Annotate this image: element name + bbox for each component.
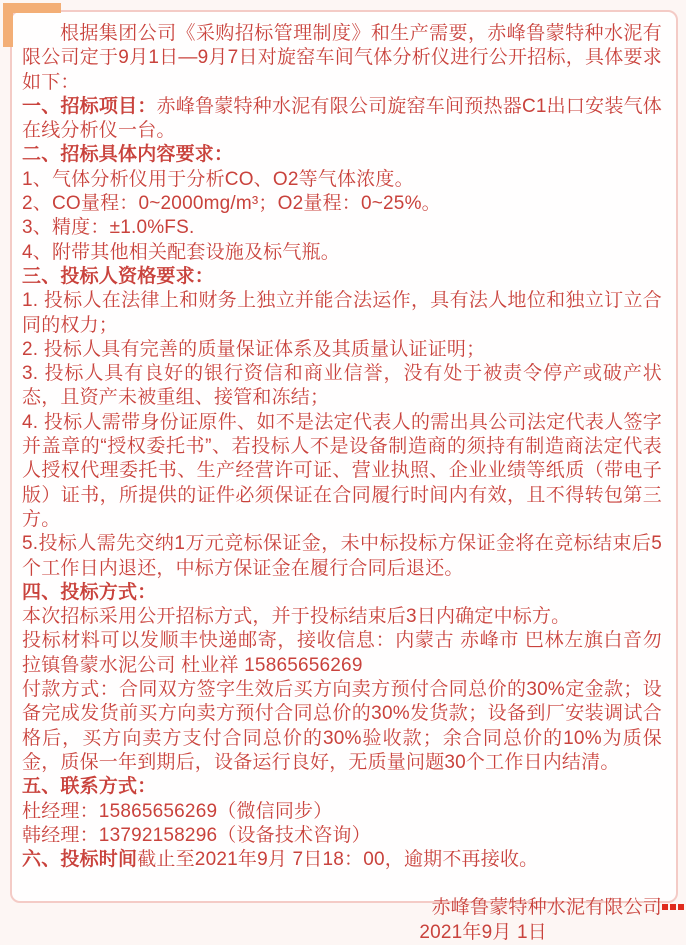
red-square-decoration: [678, 904, 684, 910]
paragraph-text: 杜经理：15865656269（微信同步）: [22, 800, 333, 822]
paragraph-text: 截止至2021年9月 7日18：00，逾期不再接收。: [137, 849, 539, 871]
paragraph: [22, 824, 662, 848]
paragraph-text: 付款方式：合同双方签字生效后买方向卖方预付合同总价的30%定金款；设备完成发货前买方向卖方预付合同总价的30%发货款；设备到厂安装调试合格后，买方向卖方支付合同总价的30%验收款；余合同总价的10%为质保金，质保一年到期后，设备运行良好，无质量问题30个工作日内结清。: [22, 679, 662, 773]
paragraph: [22, 22, 662, 95]
paragraph: [22, 216, 662, 240]
paragraph: [22, 289, 662, 338]
section-heading-label: 二、招标具体内容要求：: [22, 144, 234, 166]
paragraph: [22, 678, 662, 775]
section-heading-label: 四、投标方式：: [22, 581, 157, 603]
paragraph: [22, 241, 662, 265]
paragraph-text: 投标材料可以发顺丰快递邮寄，接收信息：内蒙古 赤峰市 巴林左旗白音勿拉镇鲁蒙水泥公司 杜业祥 15865656269: [22, 630, 662, 676]
paragraph-text: 5.投标人需先交纳1万元竞标保证金，未中标投标方保证金将在竞标结束后5个工作日内退还，中标方保证金在履行合同后退还。: [22, 533, 662, 579]
paragraph-text: 2. 投标人具有完善的质量保证体系及其质量认证证明；: [22, 338, 486, 360]
paragraph: [22, 848, 662, 872]
paragraph: [22, 362, 662, 411]
paragraph-text: 1. 投标人在法律上和财务上独立并能合法运作，具有法人地位和独立订立合同的权力；: [22, 290, 662, 336]
section-heading: [22, 143, 662, 167]
paragraph-text: 根据集团公司《采购招标管理制度》和生产需要，赤峰鲁蒙特种水泥有限公司定于9月1日—9月7日对旋窑车间气体分析仪进行公开招标，具体要求如下：: [22, 23, 662, 93]
section-heading: [22, 581, 662, 605]
paragraph: [22, 411, 662, 532]
paragraph-text: 3. 投标人具有良好的银行资信和商业信誉，没有处于被责令停产或破产状态，且资产未被重组、接管和冻结；: [22, 363, 662, 409]
paragraph-text: 本次招标采用公开招标方式，并于投标结束后3日内确定中标方。: [22, 606, 571, 628]
paragraph: [22, 605, 662, 629]
section-heading: [22, 265, 662, 289]
paragraph: [22, 338, 662, 362]
signature-date: 2021年9月 1日: [419, 921, 547, 943]
page-corner-dots: [662, 904, 684, 910]
paragraph: [22, 800, 662, 824]
red-square-decoration: [670, 904, 676, 910]
paragraph: [22, 532, 662, 581]
paragraph-text: 4. 投标人需带身份证原件、如不是法定代表人的需出具公司法定代表人签字并盖章的“授权委托书”、若投标人不是设备制造商的须持有制造商法定代表人授权代理委托书、生产经营许可证、营业执照、企业业绩等纸质（带电子版）证书，所提供的证件必须保证在合同履行时间内有效，且不得转包第三方。: [22, 411, 662, 530]
paragraph-text: 4、附带其他相关配套设施及标气瓶。: [22, 241, 340, 263]
paragraph: [22, 168, 662, 192]
paragraph-text: 3、精度：±1.0%FS.: [22, 217, 195, 239]
corner-decoration-vertical: [3, 3, 13, 47]
document-body: [12, 12, 676, 945]
paragraph-text: 赤峰鲁蒙特种水泥有限公司旋窑车间预热器C1出口安装气体在线分析仪一台。: [22, 95, 662, 142]
section-heading: [22, 775, 662, 799]
paragraph: [22, 629, 662, 678]
paragraph-text: 1、气体分析仪用于分析CO、O2等气体浓度。: [22, 168, 414, 190]
signature-block: [22, 896, 662, 945]
paragraph-text: 韩经理：13792158296（设备技术咨询）: [22, 824, 371, 846]
section-heading-label: 一、招标项目：: [22, 95, 157, 117]
paragraph-text: 2、CO量程：0~2000mg/m³；O2量程：0~25%。: [22, 193, 441, 215]
section-heading-label: 六、投标时间: [22, 849, 138, 871]
paragraph: [22, 192, 662, 216]
document-frame: [10, 10, 678, 943]
section-heading-label: 五、联系方式：: [22, 776, 157, 798]
section-heading-label: 三、投标人资格要求：: [22, 265, 215, 287]
paragraph: [22, 95, 662, 144]
signature-company: 赤峰鲁蒙特种水泥有限公司: [431, 897, 662, 919]
red-square-decoration: [662, 904, 668, 910]
